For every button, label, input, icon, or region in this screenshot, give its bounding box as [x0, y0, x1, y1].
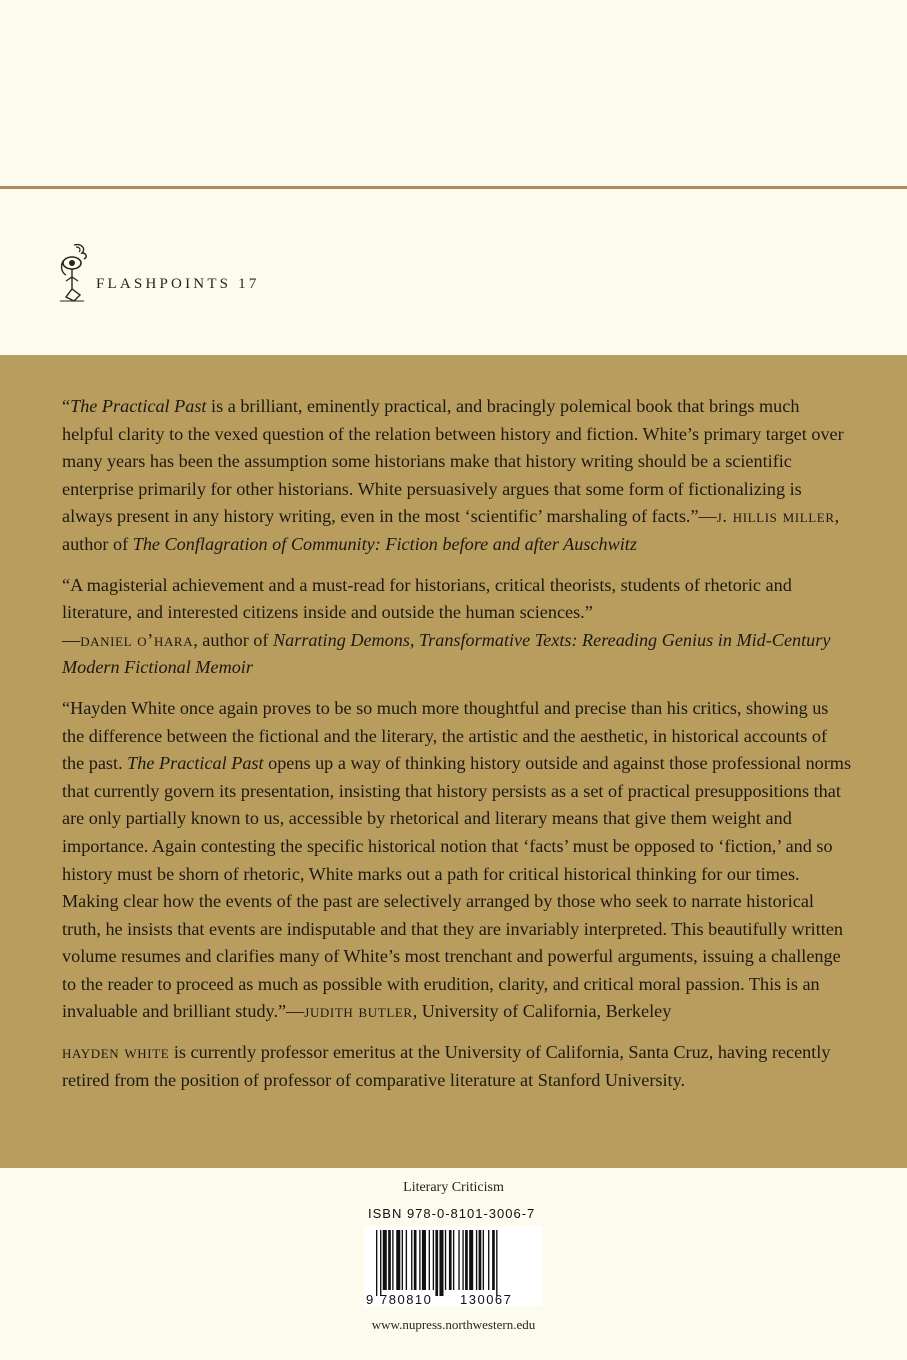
blurb-butler-text-1: “Hayden White once again proves to be so much more thoughtful and precise than his critics, showing us the difference between the fictional and the literary, the artistic and the aesthetic, in historical accounts of the past.	[62, 697, 829, 774]
publisher-url: www.nupress.northwestern.edu	[371, 1317, 536, 1332]
series-label: FLASHPOINTS 17	[96, 276, 260, 292]
blurb-text-block	[62, 393, 852, 1107]
barcode-digit-first: 9	[366, 1292, 374, 1306]
blurb-panel	[0, 355, 907, 1168]
blurb-butler-affil: , University of California, Berkeley	[412, 1001, 672, 1022]
blurb-butler-author: judith butler	[304, 1001, 413, 1022]
flashpoints-logo-icon	[52, 241, 92, 311]
blurb-miller-text: is a brilliant, eminently practical, and bracingly polemical book that brings much helpful clarity to the vexed question of the relation between history and fiction. White’s primary target over many years has been the assumption some historians make that history writing should be a scientific enterprise primarily for other historians. White persuasively argues that some form of fictionalizing is always present in any history writing, even in the most ‘scientific’ marshaling of facts.”—	[62, 396, 844, 527]
isbn-label: ISBN 978-0-8101-3006-7	[368, 1206, 536, 1221]
blurb-butler-text-2: opens up a way of thinking history outside and against those professional norms that currently govern its presentation, insisting that history persists as a set of practical presuppositions that are only partially known to us, accessible by rhetorical and literary means that give them weight and importance. Again contesting the specific historical notion that ‘facts’ must be opposed to ‘fiction,’ and so history must be shorn of rhetoric, White marks out a path for critical historical thinking for our times. Making clear how the events of the past are selectively arranged by those who seek to narrate historical truth, he insists that events are indisputable and that they are invariably interpreted. This beautifully written volume resumes and clarifies many of White’s most trenchant and powerful arguments, issuing a challenge to the reader to proceed as much as possible with erudition, clarity, and critical moral passion. This is an invaluable and brilliant study.”—	[62, 753, 852, 1022]
barcode-icon	[364, 1226, 542, 1306]
blurb-ohara	[62, 572, 852, 682]
blurb-butler	[62, 695, 852, 1026]
cover-top-panel	[0, 0, 907, 188]
series-panel	[0, 189, 907, 355]
author-bio-text: is currently professor emeritus at the University of California, Santa Cruz, having recently retired from the position of professor of comparative literature at Stanford University.	[62, 1042, 831, 1090]
blurb-miller	[62, 393, 852, 559]
barcode-digits-left: 780810	[380, 1292, 433, 1306]
blurb-ohara-book: Narrating Demons, Transformative Texts: Rereading Genius in Mid-Century Modern Fictional Memoir	[62, 629, 831, 678]
book-title: The Practical Past	[127, 753, 264, 774]
cover-bottom-panel	[0, 1168, 907, 1360]
blurb-ohara-text: “A magisterial achievement and a must-read for historians, critical theorists, students of rhetoric and literature, and interested citizens inside and outside the human sciences.”	[62, 574, 792, 623]
category-label: Literary Criticism	[403, 1180, 504, 1195]
barcode-digits-right: 130067	[460, 1292, 513, 1306]
author-name: hayden white	[62, 1042, 170, 1063]
affil-prefix: , author of	[193, 629, 274, 650]
author-bio	[62, 1039, 852, 1094]
em-dash: —	[62, 629, 81, 650]
blurb-miller-author: j. hillis miller	[716, 506, 835, 527]
blurb-ohara-author: daniel o’hara	[80, 629, 194, 650]
blurb-miller-book: The Conflagration of Community: Fiction before and after Auschwitz	[132, 533, 637, 554]
open-quote: “	[62, 396, 71, 416]
affil-prefix: , author of	[62, 506, 840, 554]
book-title: The Practical Past	[70, 396, 207, 416]
